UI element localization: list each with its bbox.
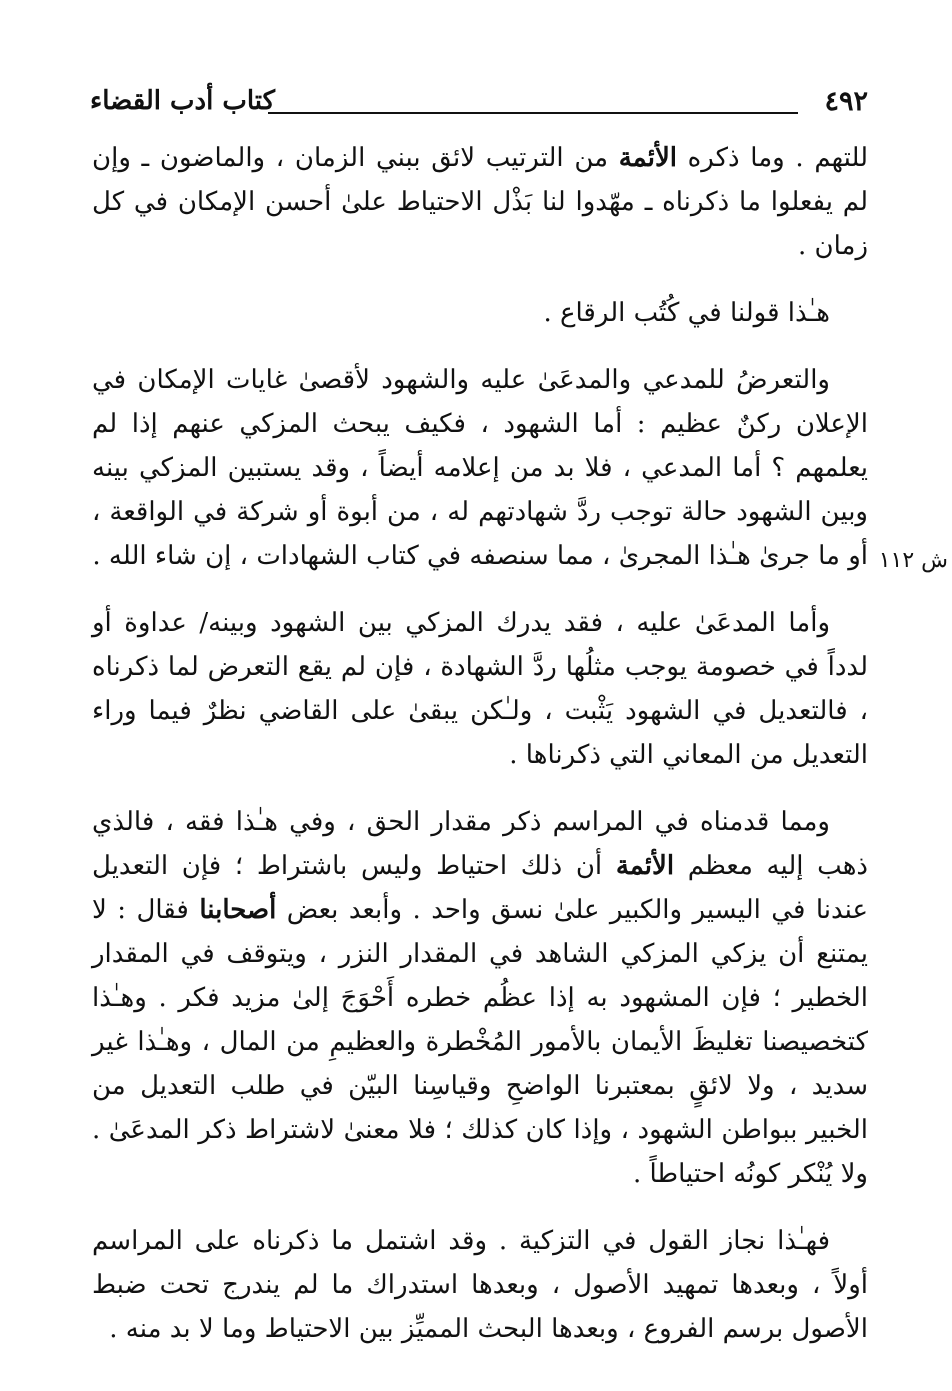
page-number: ٤٩٢ <box>824 86 868 117</box>
paragraph-2: هـٰذا قولنا في كُتُب الرقاع . <box>543 298 830 328</box>
paragraph-3: والتعرضُ للمدعي والمدعَىٰ عليه والشهود لأقصىٰ غايات الإمكان في الإعلان ركنٌ عظيم : أما الشهود ، فكيف يبحث المزكي عنهم إذا لم يعلمهم ؟ أما المدعي ، فلا بد من إعلامه أيضاً ، وقد يستبين المزكي بينه وبين الشهود حالة توجب ردَّ شهادتهم له ، من أبوة أو شركة في الواقعة ، أو ما جرىٰ هـٰذا المجرىٰ ، مما سنصفه في كتاب الشهادات ، إن شاء الله . <box>92 365 868 571</box>
paragraph-1-part-a: للتهم . وما ذكره <box>677 143 868 173</box>
paragraph-5-part-c: أن ذلك احتياط وليس باشتراط ؛ فإن التعديل عندنا في اليسير والكبير علىٰ نسق واحد . وأبعد بعض <box>92 851 868 925</box>
paragraph-1-part-c: من الترتيب لائق ببني الزمان ، والماضون ـ وإن لم يفعلوا ما ذكرناه ـ مهّدوا لنا بَذْل الاحتياط علىٰ أحسن الإمكان في كل زمان . <box>92 143 868 261</box>
main-text <box>92 136 868 1374</box>
margin-page-reference: ش ١١٢ <box>878 548 948 573</box>
paragraph-5-part-e: فقال : لا يمتنع أن يزكي المزكي الشاهد في المقدار النزر ، ويتوقف في المقدار الخطير ؛ فإن المشهود به إذا عظُم خطره أَحْوَجَ إلىٰ مزيد فكر . وهـٰذا كتخصيصنا تغليظَ الأيمان بالأمور المُخْطرة والعظيمِ من المال ، وهـٰذا غير سديد ، ولا لائقٍ بمعتبرنا الواضحِ وقياسِنا البيّن في طلب التعديل من الخبير ببواطن الشهود ، وإذا كان كذلك ؛ فلا معنىٰ لاشتراط ذكر المدعَىٰ . ولا يُنْكر كونُه احتياطاً . <box>92 895 868 1189</box>
paragraph-1 <box>92 136 868 268</box>
paragraph-5-part-a: ومما قدمناه في المراسم ذكر مقدار الحق ، وفي هـٰذا فقه ، فالذي ذهب إليه معظم <box>92 807 868 881</box>
header-rule <box>268 112 798 114</box>
running-header <box>90 84 868 120</box>
book-title: كتاب أدب القضاء <box>90 86 275 116</box>
paragraph-1-bold-term: الأئمة <box>618 143 677 173</box>
paragraph-5-bold-term-1: الأئمة <box>615 851 675 881</box>
paragraph-4: وأما المدعَىٰ عليه ، فقد يدرك المزكي بين الشهود وبينه/ عداوة أو لدداً في خصومة يوجب مثلُها ردَّ الشهادة ، فإن لم يقع التعرض لما ذكرناه ، فالتعديل في الشهود يَثْبت ، ولـٰكن يبقىٰ على القاضي نظرٌ فيما وراء التعديل من المعاني التي ذكرناها . <box>92 608 868 770</box>
paragraph-6: فهـٰذا نجاز القول في التزكية . وقد اشتمل ما ذكرناه على المراسم أولاً ، وبعدها تمهيد الأصول ، وبعدها استدراك ما لم يندرج تحت ضبط الأصول برسم الفروع ، وبعدها البحث المميِّز بين الاحتياط وما لا بد منه . <box>92 1226 868 1344</box>
paragraph-5 <box>92 800 868 1196</box>
paragraph-5-bold-term-2: أصحابنا <box>199 895 277 925</box>
